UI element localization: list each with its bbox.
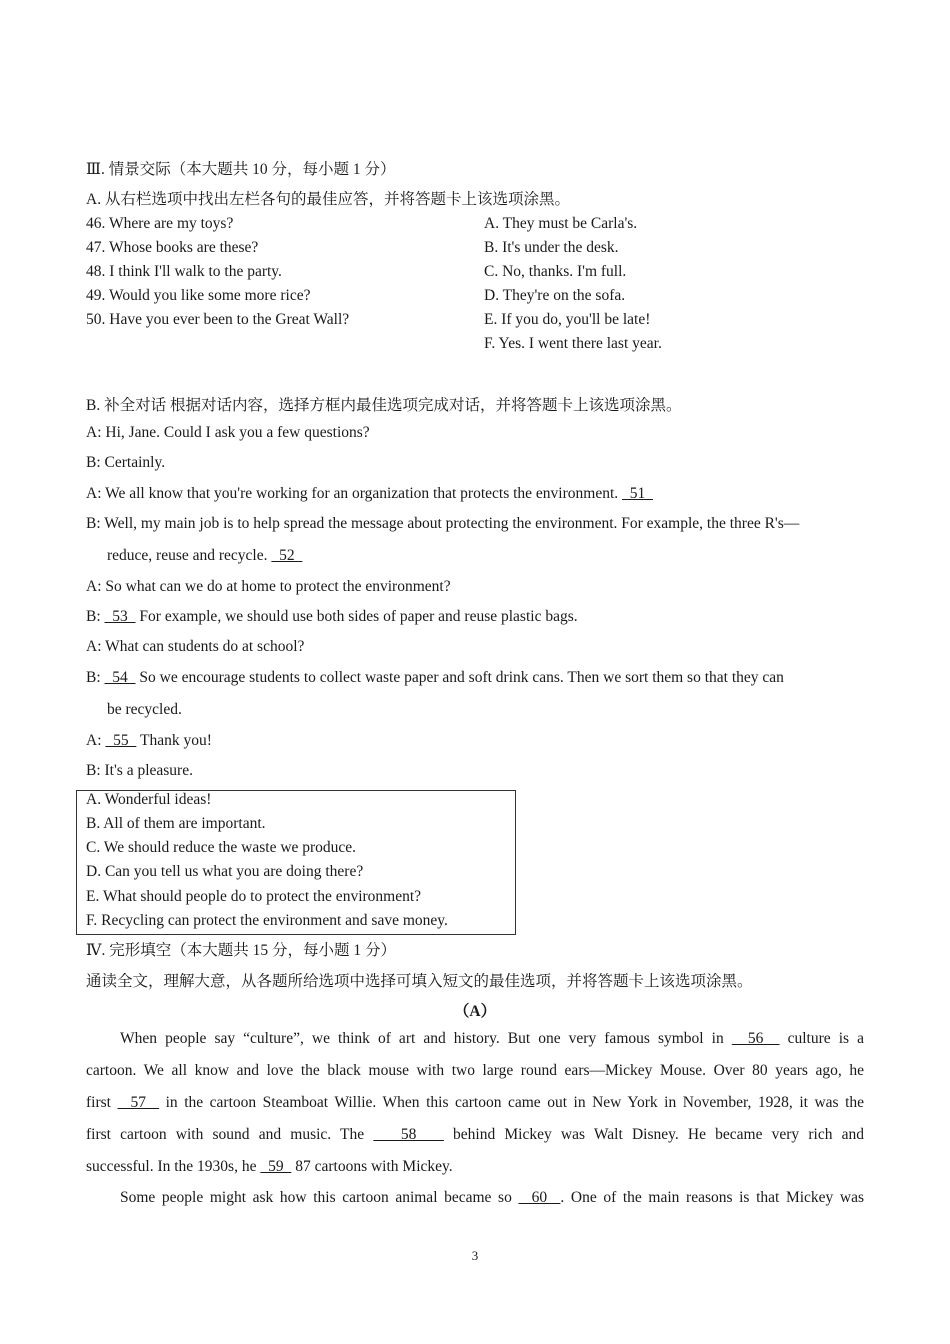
blank-60[interactable]: 60 <box>518 1189 561 1206</box>
section3-heading: Ⅲ. 情景交际（本大题共 10 分，每小题 1 分） <box>86 161 396 178</box>
match-row <box>86 311 864 335</box>
question-item: 50. Have you ever been to the Great Wall? <box>86 311 350 328</box>
dialogue-line: B: Certainly. <box>86 454 166 471</box>
match-row <box>86 287 864 311</box>
option-item: D. Can you tell us what you are doing there? <box>86 863 364 880</box>
option-item: E. What should people do to protect the environment? <box>86 888 422 905</box>
answer-item: A. They must be Carla's. <box>484 215 638 232</box>
options-box <box>76 790 516 935</box>
question-item: 49. Would you like some more rice? <box>86 287 311 304</box>
partA-instruction: A. 从右栏选项中找出左栏各句的最佳应答，并将答题卡上该选项涂黑。 <box>86 191 570 208</box>
exam-page <box>86 0 864 1344</box>
passage-line: cartoon. We all know and love the black mouse with two large round ears—Mickey Mouse. Over 80 years ago, he <box>86 1062 864 1079</box>
passage-title: （A） <box>453 1003 497 1020</box>
match-row <box>86 215 864 239</box>
dialogue-line: B: 53 For example, we should use both sides of paper and reuse plastic bags. <box>86 608 578 625</box>
answer-item: C. No, thanks. I'm full. <box>484 263 627 280</box>
answer-item: B. It's under the desk. <box>484 239 619 256</box>
answer-item: E. If you do, you'll be late! <box>484 311 651 328</box>
dialogue-line: B: 54 So we encourage students to collect waste paper and soft drink cans. Then we sort them so that they can <box>86 669 784 686</box>
dialogue-line: B: It's a pleasure. <box>86 762 193 779</box>
match-row <box>86 239 864 263</box>
passage-line: When people say “culture”, we think of art and history. But one very famous symbol in 56 culture is a <box>120 1030 864 1047</box>
option-item: B. All of them are important. <box>86 815 266 832</box>
blank-59[interactable]: 59 <box>260 1158 292 1175</box>
option-item: F. Recycling can protect the environment and save money. <box>86 912 448 929</box>
blank-51[interactable]: 51 <box>622 485 654 502</box>
passage-line: successful. In the 1930s, he 59 87 cartoons with Mickey. <box>86 1158 453 1175</box>
passage-line: first cartoon with sound and music. The 58 behind Mickey was Walt Disney. He became very rich and <box>86 1126 865 1143</box>
page-number: 3 <box>471 1248 479 1263</box>
section4-instruction: 通读全文，理解大意，从各题所给选项中选择可填入短文的最佳选项，并将答题卡上该选项涂黑。 <box>86 973 753 990</box>
blank-53[interactable]: 53 <box>104 608 136 625</box>
option-item: A. Wonderful ideas! <box>86 791 212 808</box>
blank-55[interactable]: 55 <box>105 732 137 749</box>
dialogue-line: A: So what can we do at home to protect the environment? <box>86 578 451 595</box>
dialogue-line: A: Hi, Jane. Could I ask you a few questions? <box>86 424 370 441</box>
blank-52[interactable]: 52 <box>271 547 303 564</box>
blank-56[interactable]: 56 <box>731 1030 780 1047</box>
blank-57[interactable]: 57 <box>117 1094 160 1111</box>
question-item: 46. Where are my toys? <box>86 215 234 232</box>
dialogue-line: A: What can students do at school? <box>86 638 305 655</box>
match-row <box>86 263 864 287</box>
partB-instruction: B. 补全对话 根据对话内容，选择方框内最佳选项完成对话，并将答题卡上该选项涂黑。 <box>86 397 682 414</box>
dialogue-line: A: We all know that you're working for an organization that protects the environment. 51 <box>86 485 654 502</box>
answer-item: D. They're on the sofa. <box>484 287 626 304</box>
dialogue-line: A: 55 Thank you! <box>86 732 212 749</box>
answer-item: F. Yes. I went there last year. <box>484 335 662 352</box>
dialogue-line: reduce, reuse and recycle. 52 <box>107 547 303 564</box>
question-item: 47. Whose books are these? <box>86 239 259 256</box>
section4-heading: Ⅳ. 完形填空（本大题共 15 分，每小题 1 分） <box>86 942 396 959</box>
question-item: 48. I think I'll walk to the party. <box>86 263 282 280</box>
match-row <box>86 335 864 359</box>
dialogue-line: B: Well, my main job is to help spread the message about protecting the environment. For example, the three R's— <box>86 515 800 532</box>
dialogue-line: be recycled. <box>107 701 182 718</box>
blank-58[interactable]: 58 <box>373 1126 444 1143</box>
passage-line: Some people might ask how this cartoon animal became so 60 . One of the main reasons is that Mickey was <box>120 1189 865 1206</box>
option-item: C. We should reduce the waste we produce. <box>86 839 357 856</box>
passage-line: first 57 in the cartoon Steamboat Willie. When this cartoon came out in New York in November, 1928, it was the <box>86 1094 865 1111</box>
blank-54[interactable]: 54 <box>104 669 136 686</box>
